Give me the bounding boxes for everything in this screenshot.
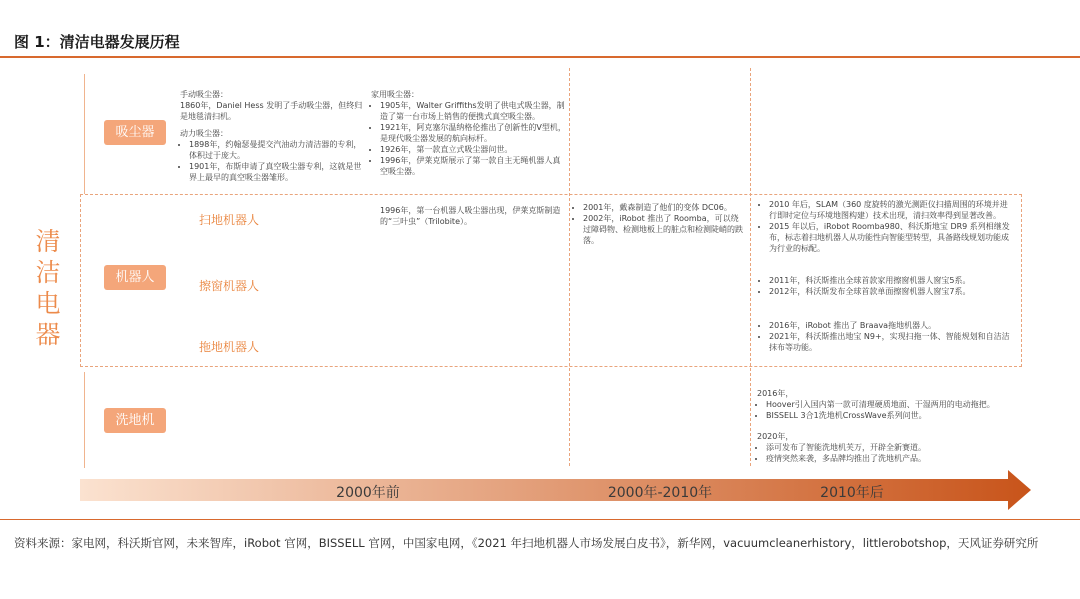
list-item: • 2010 年后，SLAM（360 度旋转的激光测距仪扫描周围的环境并进行即时定位与环境地图构建）技术出现，清扫效率得到显著改善。 — [769, 199, 1015, 221]
main-title-char: 清 — [35, 227, 61, 256]
list-item: • 2012年，科沃斯发布全球首款单面擦窗机器人窗宝7系。 — [769, 286, 1015, 297]
list-item: • 疫情突然来袭，多品牌均推出了洗地机产品。 — [766, 453, 1019, 464]
list-item: • 1901年，布斯申请了真空吸尘器专利，这就是世界上最早的真空吸尘器雏形。 — [189, 161, 366, 183]
category-robot: 机器人 — [104, 265, 166, 290]
list-item: • 1921年，阿克塞尔温纳格伦推出了创新性的V型机，是现代吸尘器发展的航向标杆。 — [380, 122, 567, 144]
list-item: • 1996年，伊莱克斯展示了第一款自主无绳机器人真空吸尘器。 — [380, 155, 567, 177]
list-item: • BISSELL 3合1洗地机CrossWave系列问世。 — [766, 410, 1019, 421]
title-divider — [0, 56, 1080, 58]
sweeping-robot-2000-2010 — [574, 202, 746, 246]
list-item: • 1898年，约翰瑟曼提交汽油动力清洁器的专利，体积过于庞大。 — [189, 139, 366, 161]
household-vacuum-heading: 家用吸尘器： — [371, 90, 419, 99]
household-vacuum-history — [371, 89, 567, 177]
era-label-pre2000: 2000年前 — [336, 485, 400, 501]
source-divider — [0, 519, 1080, 520]
main-title — [28, 226, 68, 350]
main-title-char: 器 — [35, 320, 61, 349]
washer-2020-heading: 2020年， — [757, 432, 794, 441]
mopping-robot-post2010 — [760, 320, 1015, 353]
main-title-char: 电 — [35, 289, 61, 318]
floor-washer-post2010 — [757, 388, 1019, 464]
vacuum-early-history — [180, 89, 366, 183]
sweeping-robot-post2010 — [760, 199, 1015, 254]
list-item: • 2015 年以后，iRobot Roomba980、科沃斯地宝 DR9 系列相继发布，标志着扫地机器人从功能性向智能型转型，具备路线规划功能成为行业的标配。 — [769, 221, 1015, 254]
subcategory-window-robot: 擦窗机器人 — [199, 279, 260, 293]
category-vacuum: 吸尘器 — [104, 120, 166, 145]
source-note: 资料来源：家电网，科沃斯官网，未来智库，iRobot 官网，BISSELL 官网，中国家电网，《2021 年扫地机器人市场发展白皮书》，新华网，vacuumcleanerhistory，littlerobotshop，天风证券研究所 — [14, 536, 1039, 550]
list-item: • 1926年，第一款直立式吸尘器问世。 — [380, 144, 567, 155]
list-item: • Hoover引入国内第一款可清理硬质地面、干湿两用的电动拖把。 — [766, 399, 1019, 410]
figure-title: 图 1：清洁电器发展历程 — [14, 33, 180, 51]
list-item: • 2016年，iRobot 推出了 Braava拖地机器人。 — [769, 320, 1015, 331]
list-item: • 添可发布了智能洗地机芙万，开辟全新赛道。 — [766, 442, 1019, 453]
era-label-2000-2010: 2000年-2010年 — [607, 485, 713, 501]
list-item: • 1905年，Walter Griffiths发明了供电式吸尘器，制造了第一台市场上销售的便携式真空吸尘器。 — [380, 100, 567, 122]
main-title-char: 洁 — [35, 258, 61, 287]
sweeping-robot-pre2000: 1996年，第一台机器人吸尘器出现，伊莱克斯制造的“三叶虫”（Trilobite）。 — [380, 206, 561, 226]
washer-bracket — [84, 372, 92, 468]
subcategory-sweeping-robot: 扫地机器人 — [199, 213, 260, 227]
category-floor-washer: 洗地机 — [104, 408, 166, 433]
list-item: • 2011年，科沃斯推出全球首款家用擦窗机器人窗宝5系。 — [769, 275, 1015, 286]
era-label-post2010: 2010年后 — [820, 485, 884, 501]
subcategory-mopping-robot: 拖地机器人 — [199, 340, 260, 354]
washer-2016-heading: 2016年， — [757, 389, 794, 398]
manual-vacuum-heading: 手动吸尘器： — [180, 90, 228, 99]
vacuum-bracket — [84, 74, 92, 194]
powered-vacuum-heading: 动力吸尘器： — [180, 129, 228, 138]
list-item: • 2021年，科沃斯推出地宝 N9+，实现扫拖一体、智能规划和自洁洁抹布等功能。 — [769, 331, 1015, 353]
list-item: • 2001年，戴森制造了他们的变体 DC06。 — [583, 202, 746, 213]
manual-vacuum-text: 1860年，Daniel Hess 发明了手动吸尘器，但终归是地毯清扫机。 — [180, 101, 363, 121]
list-item: • 2002年，iRobot 推出了 Roomba，可以绕过障碍物、检测地板上的脏点和检测陡峭的跌落。 — [583, 213, 746, 246]
window-robot-post2010 — [760, 275, 1015, 297]
